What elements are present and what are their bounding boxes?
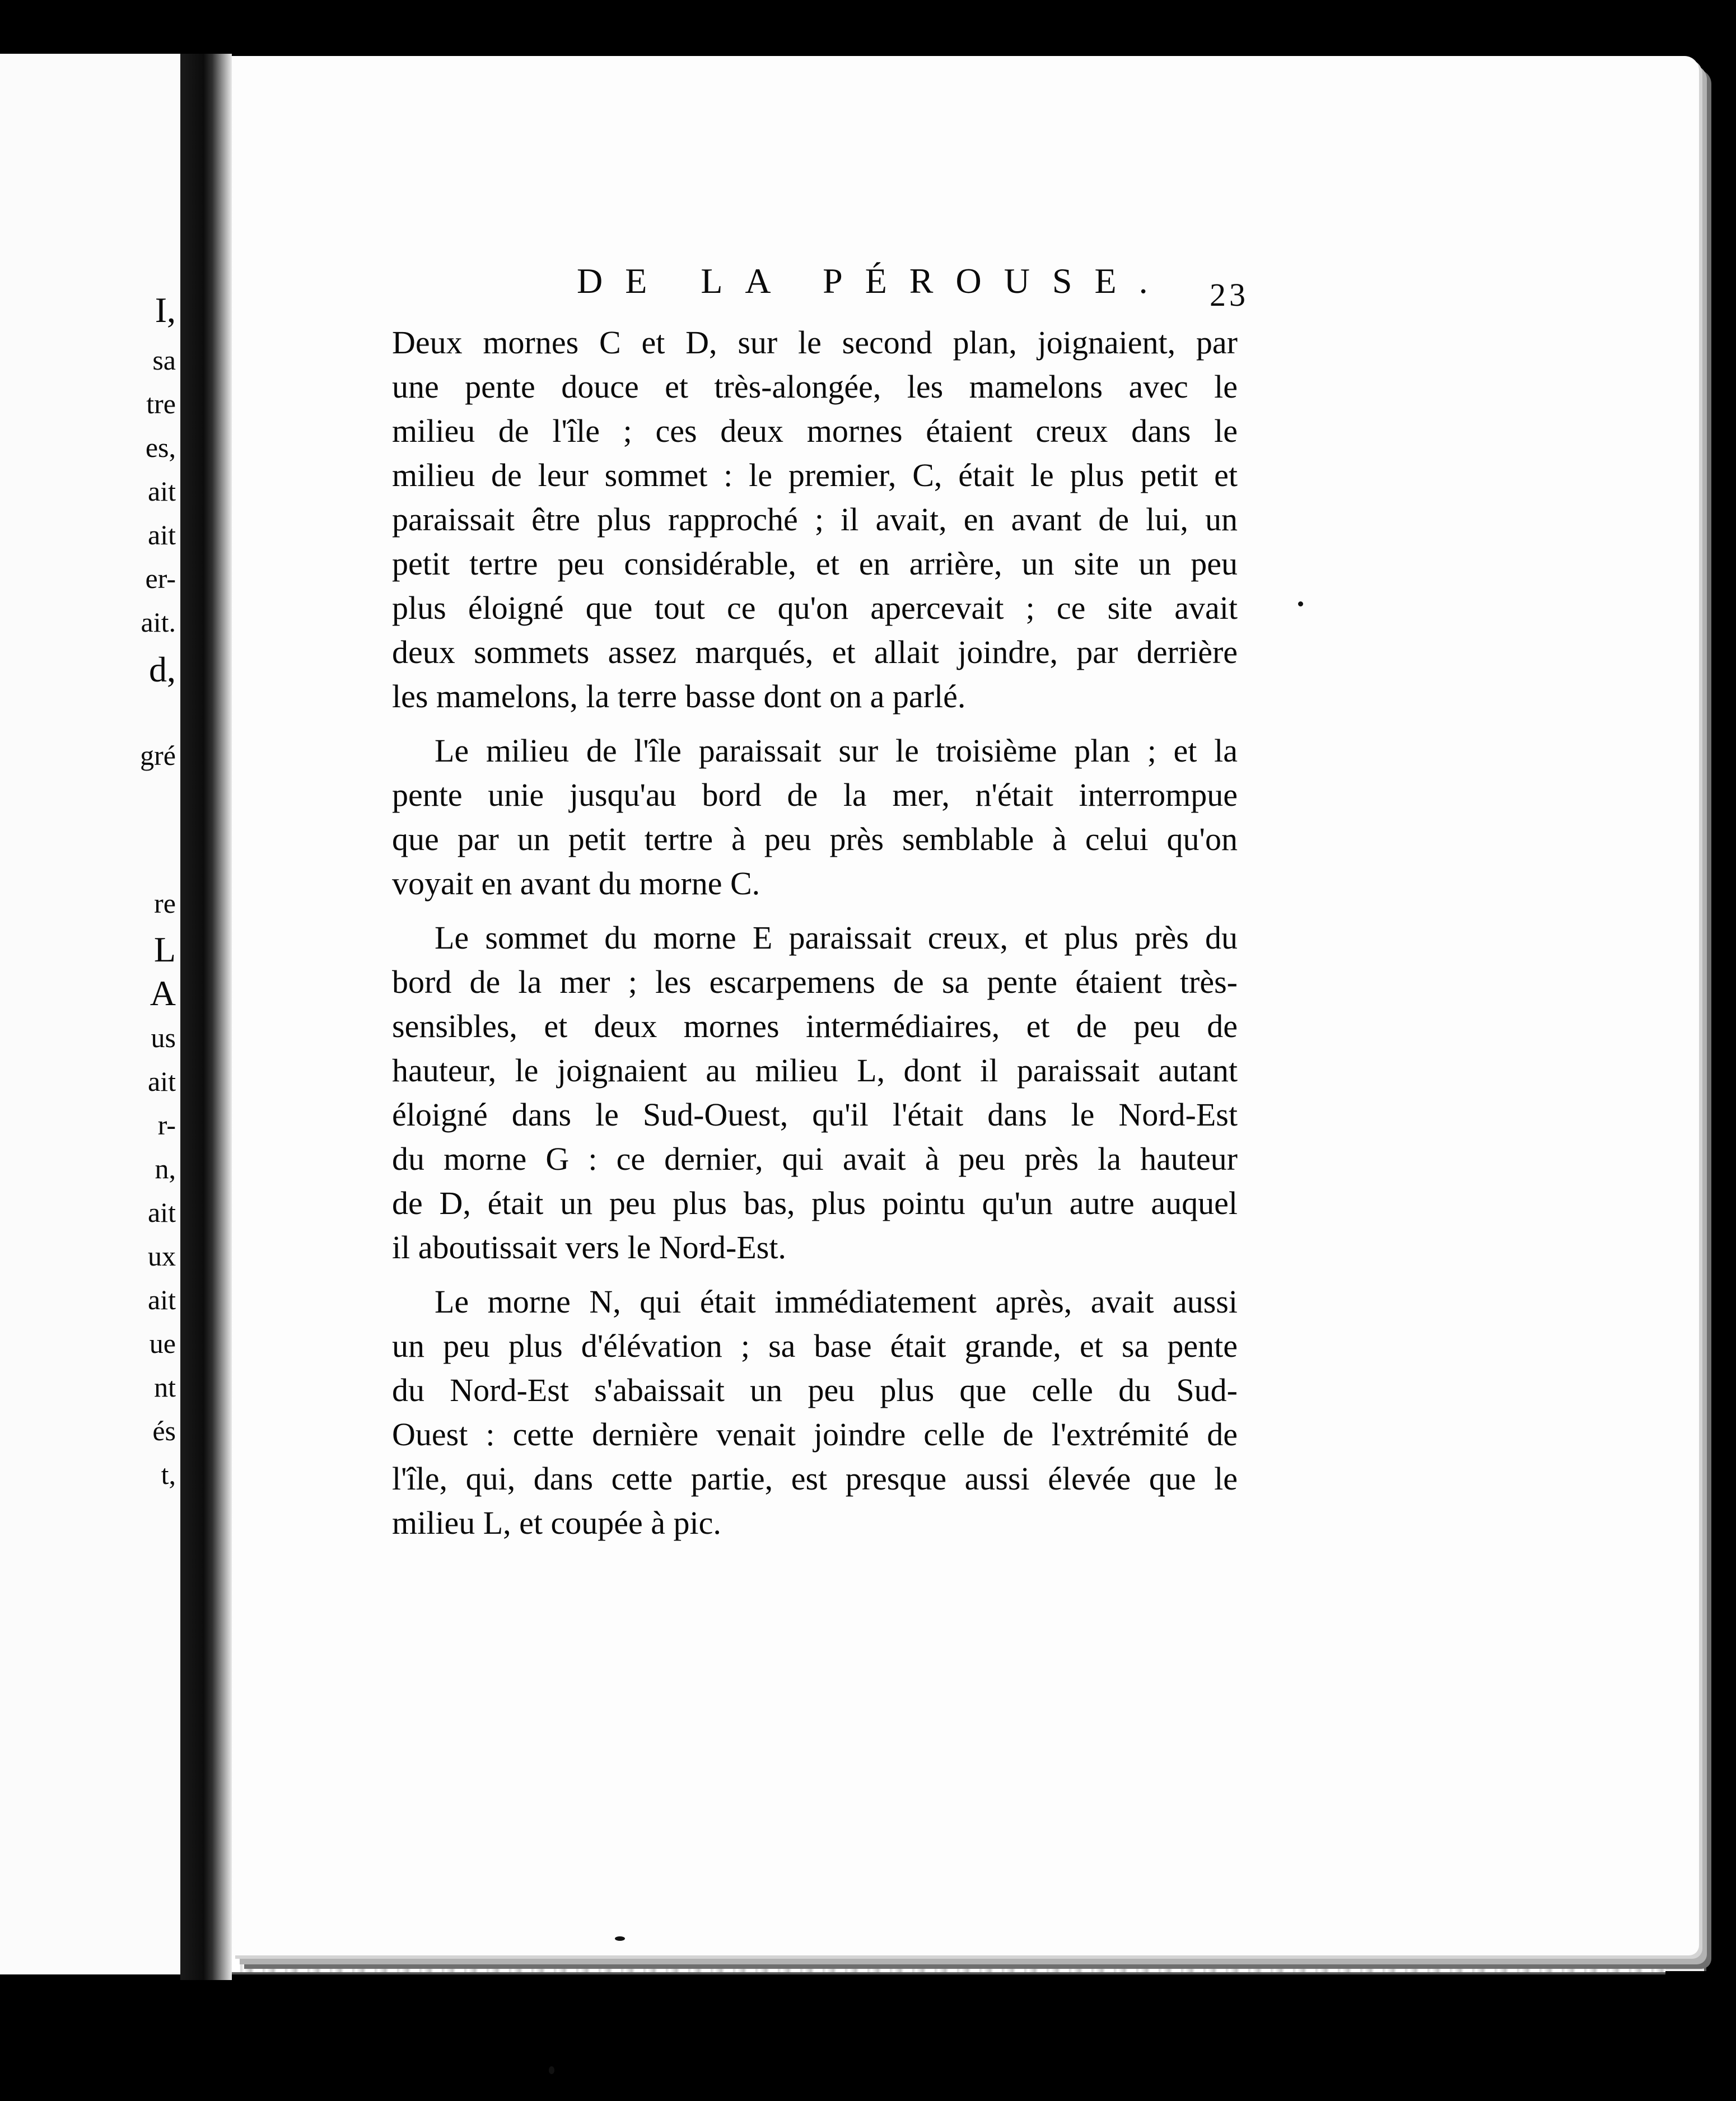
left-fragment: re [154, 888, 176, 919]
text-line: Ouest : cette dernière venait joindre celle de l'extrémité de [392, 1416, 1238, 1453]
left-fragment: ait [148, 1284, 176, 1315]
left-fragment: sa [152, 344, 176, 376]
text-line: voyait en avant du morne C. [392, 865, 760, 902]
text-line: Le morne N, qui était immédiatement après, avait aussi [435, 1283, 1238, 1320]
text-line: plus éloigné que tout ce qu'on apercevait ; ce site avait [392, 590, 1238, 626]
left-fragment: n, [155, 1153, 176, 1184]
left-fragment: és [152, 1415, 176, 1446]
left-fragment: ait [148, 475, 176, 507]
text-line: une pente douce et très-alongée, les mamelons avec le [392, 368, 1238, 405]
text-line: sensibles, et deux mornes intermédiaires, et de peu de [392, 1008, 1238, 1044]
left-fragment: tre [146, 388, 176, 419]
left-fragment: es, [145, 432, 176, 463]
left-fragment: t, [161, 1459, 176, 1490]
left-fragment: nt [154, 1371, 176, 1403]
left-fragment: ux [148, 1240, 176, 1272]
ink-speck [549, 2066, 554, 2074]
text-line: Le milieu de l'île paraissait sur le troisième plan ; et la [435, 732, 1238, 769]
text-line: les mamelons, la terre basse dont on a parlé. [392, 678, 966, 715]
left-fragment: ue [149, 1328, 176, 1359]
text-line: paraissait être plus rapproché ; il avait, en avant de lui, un [392, 501, 1238, 538]
left-fragment: L [153, 930, 176, 969]
text-line: hauteur, le joignaient au milieu L, dont il paraissait autant [392, 1052, 1238, 1089]
left-fragment: er- [145, 563, 176, 594]
left-fragment: ait. [141, 606, 176, 638]
left-page-edge [0, 54, 180, 1974]
text-line: bord de la mer ; les escarpemens de sa pente étaient très- [392, 964, 1238, 1000]
text-line: deux sommets assez marqués, et allait joindre, par derrière [392, 634, 1238, 670]
page-number: 23 [1210, 277, 1249, 313]
text-line: il aboutissait vers le Nord-Est. [392, 1229, 786, 1266]
body-text [392, 320, 1238, 1555]
left-fragment: us [151, 1022, 176, 1053]
text-line: un peu plus d'élévation ; sa base était grande, et sa pente [392, 1328, 1238, 1364]
left-fragment: d, [149, 650, 176, 689]
left-fragment: gré [140, 740, 176, 771]
text-line: de D, était un peu plus bas, plus pointu qu'un autre auquel [392, 1185, 1238, 1221]
left-fragment: ait [148, 1197, 176, 1228]
ink-speck [1298, 601, 1303, 606]
book-gutter [180, 54, 232, 1980]
text-line: milieu de l'île ; ces deux mornes étaient creux dans le [392, 413, 1238, 449]
left-fragment: r- [157, 1109, 176, 1141]
text-line: Le sommet du morne E paraissait creux, et plus près du [435, 919, 1238, 956]
ink-speck [615, 1936, 625, 1941]
left-fragment: A [150, 973, 176, 1013]
left-fragment: ait [148, 1066, 176, 1097]
running-head: DE LA PÉROUSE. [577, 261, 1170, 301]
text-line: petit tertre peu considérable, et en arrière, un site un peu [392, 545, 1238, 582]
text-line: que par un petit tertre à peu près semblable à celui qu'on [392, 821, 1238, 857]
text-line: pente unie jusqu'au bord de la mer, n'était interrompue [392, 777, 1238, 813]
paragraph [392, 729, 1238, 905]
text-line: milieu L, et coupée à pic. [392, 1505, 721, 1541]
paragraph [392, 320, 1238, 718]
left-fragment: I, [155, 290, 176, 330]
paragraph [392, 916, 1238, 1269]
text-line: du morne G : ce dernier, qui avait à peu près la hauteur [392, 1141, 1238, 1177]
paragraph [392, 1280, 1238, 1545]
text-line: l'île, qui, dans cette partie, est presque aussi élevée que le [392, 1460, 1238, 1497]
text-line: Deux mornes C et D, sur le second plan, joignaient, par [392, 324, 1238, 361]
text-line: du Nord-Est s'abaissait un peu plus que celle du Sud- [392, 1372, 1238, 1408]
left-fragment: ait [148, 519, 176, 550]
text-line: éloigné dans le Sud-Ouest, qu'il l'était dans le Nord-Est [392, 1096, 1238, 1133]
text-line: milieu de leur sommet : le premier, C, était le plus petit et [392, 457, 1238, 493]
